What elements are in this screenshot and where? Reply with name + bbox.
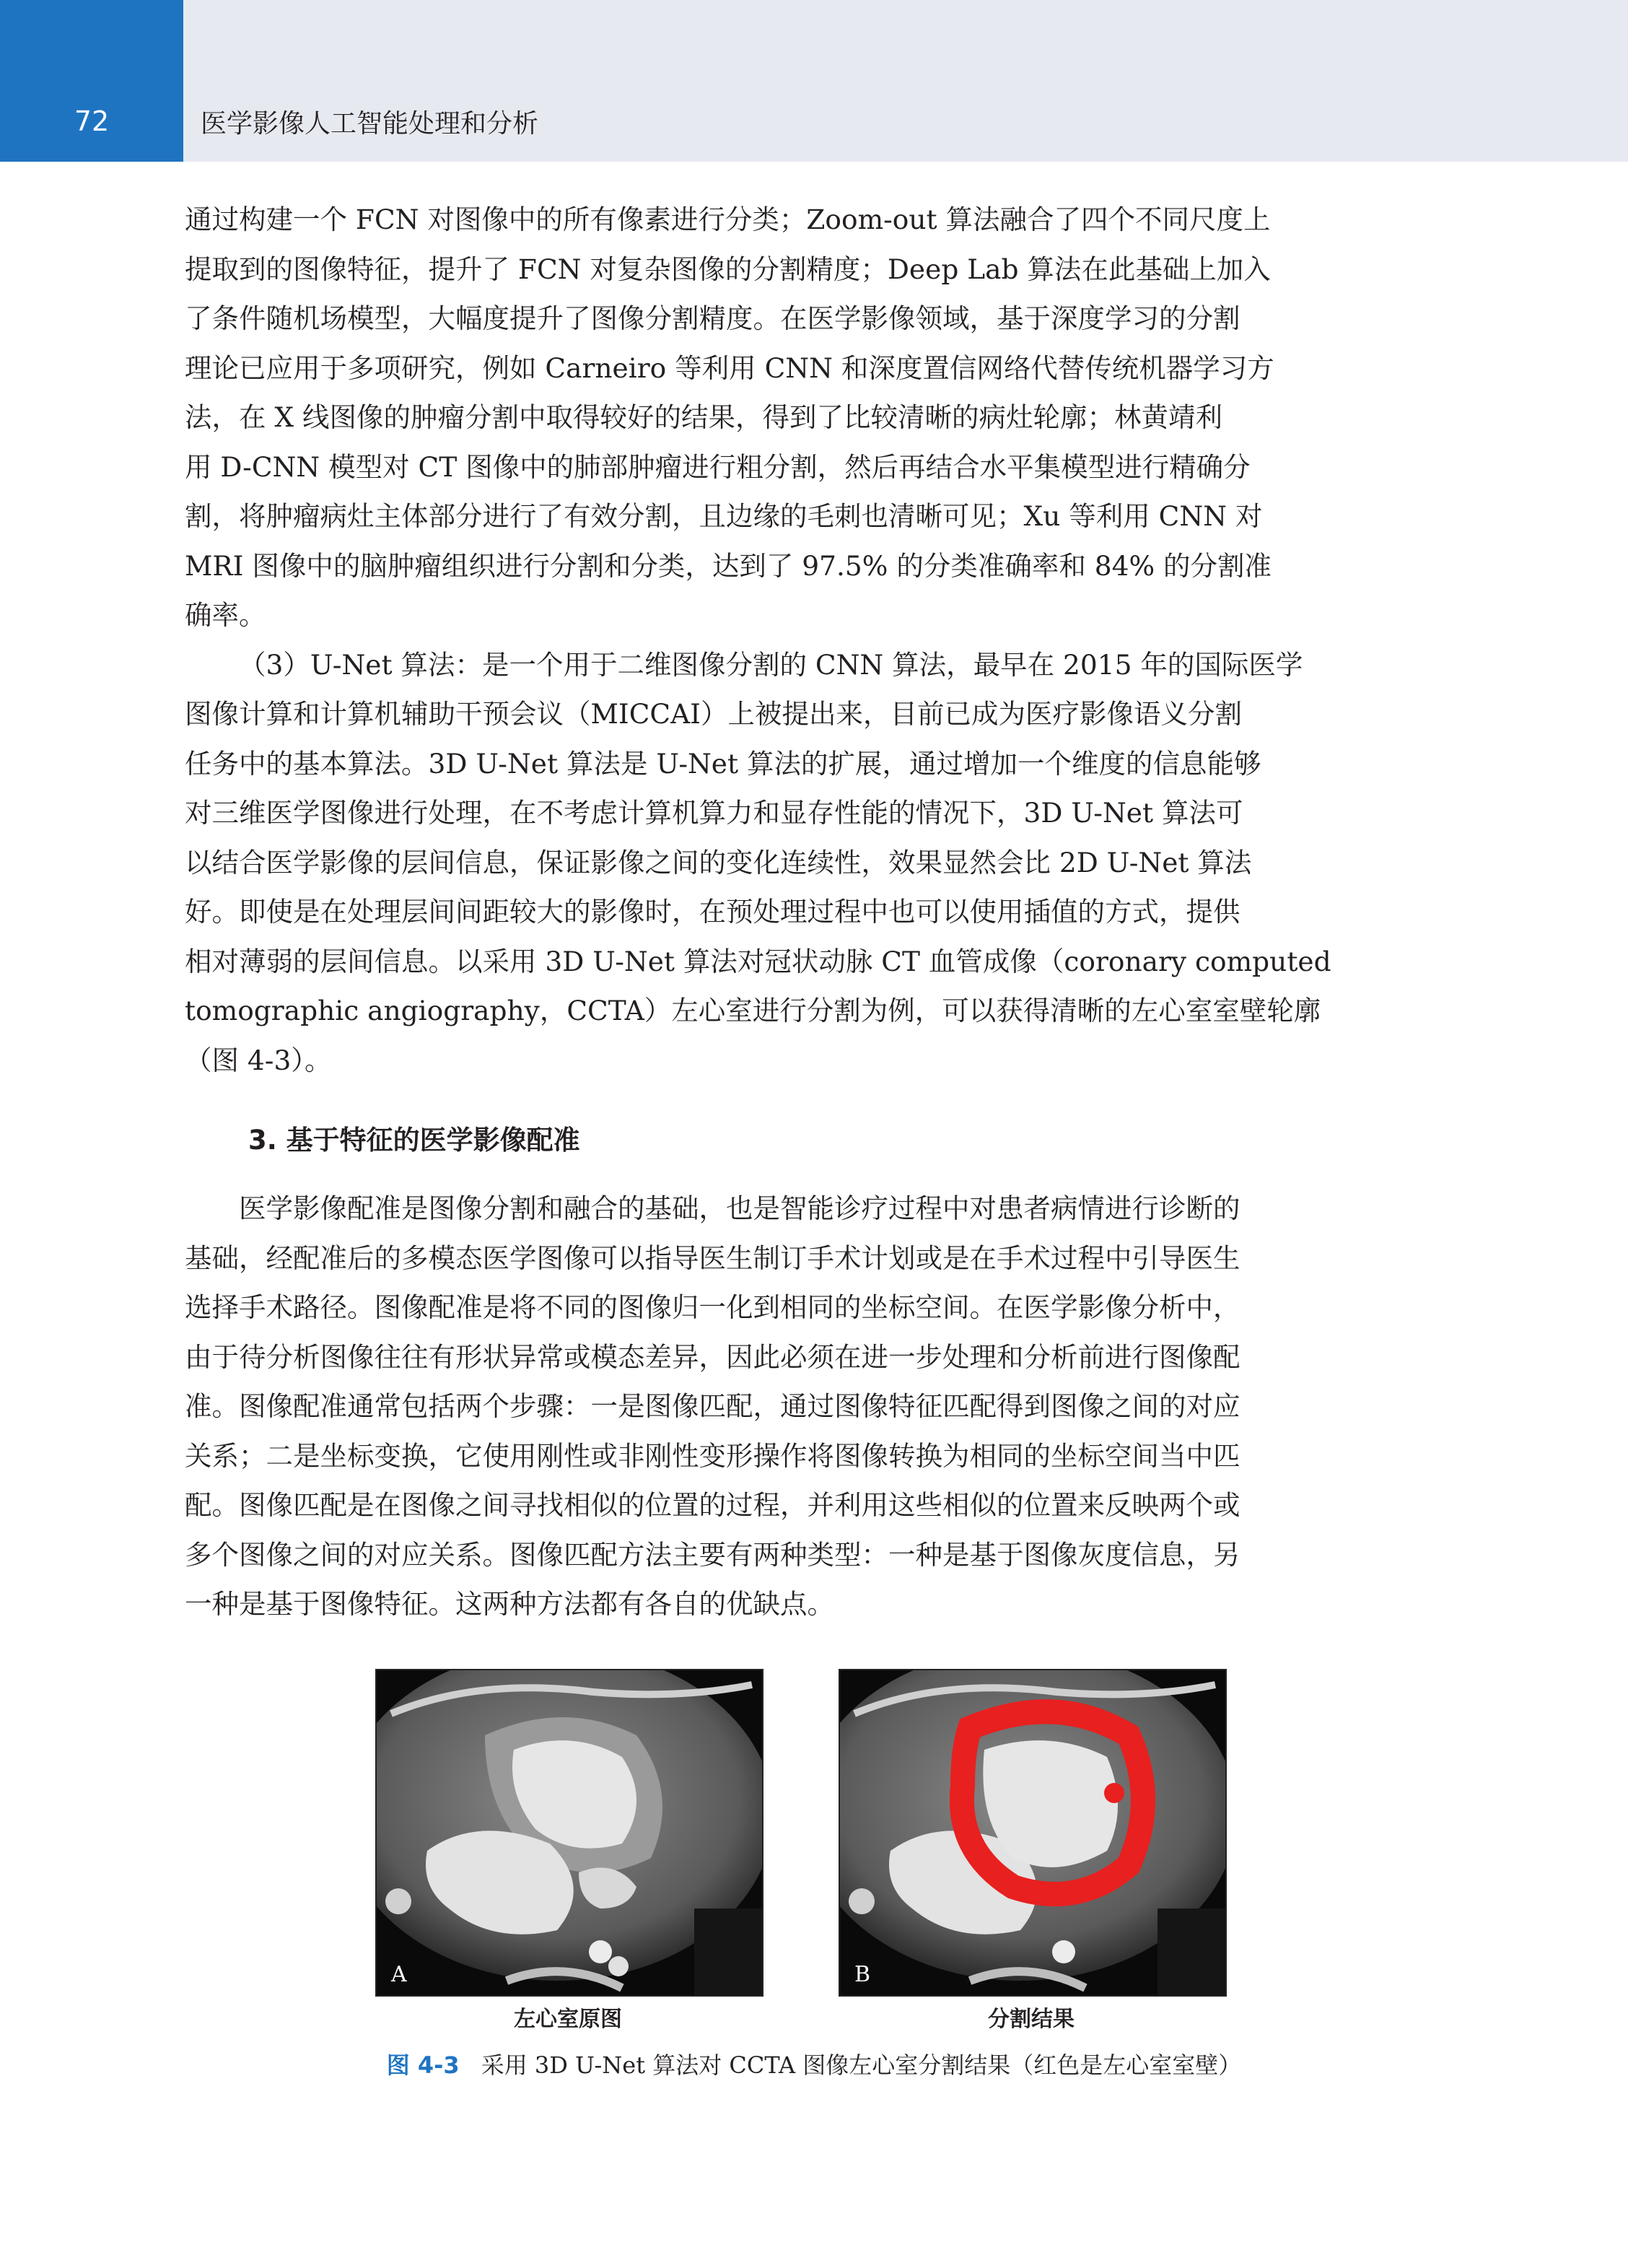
text-line: 多个图像之间的对应关系。图像匹配方法主要有两种类型：一种是基于图像灰度信息，另 [185,1538,1240,1571]
text-line: 对三维医学图像进行处理，在不考虑计算机算力和显存性能的情况下，3D U-Net 算法可 [185,797,1243,829]
panel-letter-b: B [854,1962,871,1987]
text-line: 一种是基于图像特征。这两种方法都有各自的优缺点。 [185,1588,834,1620]
running-title: 医学影像人工智能处理和分析 [201,109,539,139]
paragraph-2 [185,640,1416,1086]
text-line: 通过构建一个 FCN 对图像中的所有像素进行分类；Zoom-out 算法融合了四个不同尺度上 [185,204,1271,235]
text-line: 好。即使是在处理层间间距较大的影像时，在预处理过程中也可以使用插值的方式，提供 [185,896,1240,928]
text-line: 用 D-CNN 模型对 CT 图像中的肺部肿瘤进行粗分割，然后再结合水平集模型进行精确分 [185,450,1251,483]
figure-caption [0,2047,1628,2083]
figure-caption-text: 采用 3D U-Net 算法对 CCTA 图像左心室分割结果（红色是左心室室壁） [481,2051,1242,2079]
paragraph-1 [185,195,1416,640]
text-line: 配。图像匹配是在图像之间寻找相似的位置的过程，并利用这些相似的位置来反映两个或 [185,1489,1240,1521]
text-line: 割，将肿瘤病灶主体部分进行了有效分割，且边缘的毛刺也清晰可见；Xu 等利用 CNN 对 [185,500,1263,532]
text-line: 提取到的图像特征，提升了 FCN 对复杂图像的分割精度；Deep Lab 算法在此基础上加入 [185,253,1271,285]
text-line: 选择手术路径。图像配准是将不同的图像归一化到相同的坐标空间。在医学影像分析中， [185,1291,1240,1323]
paragraph-3 [185,1184,1416,1629]
text-line: 了条件随机场模型，大幅度提升了图像分割精度。在医学影像领域，基于深度学习的分割 [185,302,1240,334]
text-line: 确率。 [185,599,266,631]
text-line: 法，在 X 线图像的肿瘤分割中取得较好的结果，得到了比较清晰的病灶轮廓；林黄靖利 [185,401,1223,433]
body-text [185,195,1416,1085]
figure-panel-a-ct-image [375,1669,763,1997]
text-line: 医学影像配准是图像分割和融合的基础，也是智能诊疗过程中对患者病情进行诊断的 [239,1192,1240,1224]
text-line: 图像计算和计算机辅助干预会议（MICCAI）上被提出来，目前已成为医疗影像语义分割 [185,698,1242,730]
section-heading: 3. 基于特征的医学影像配准 [248,1125,580,1156]
text-line: 基础，经配准后的多模态医学图像可以指导医生制订手术计划或是在手术过程中引导医生 [185,1242,1240,1274]
text-line: 任务中的基本算法。3D U-Net 算法是 U-Net 算法的扩展，通过增加一个维度的信息能够 [185,747,1261,780]
figure-label: 图 4-3 [386,2051,460,2079]
text-line: （3）U-Net 算法：是一个用于二维图像分割的 CNN 算法，最早在 2015 年的国际医学 [239,648,1303,681]
text-line: 准。图像配准通常包括两个步骤：一是图像匹配，通过图像特征匹配得到图像之间的对应 [185,1390,1240,1422]
panel-b-caption: 分割结果 [988,2007,1075,2032]
text-line: tomographic angiography，CCTA）左心室进行分割为例，可以获得清晰的左心室室壁轮廓 [185,995,1321,1026]
text-line: 由于待分析图像往往有形状异常或模态差异，因此必须在进一步处理和分析前进行图像配 [185,1340,1240,1373]
text-line: （图 4-3）。 [185,1044,332,1076]
text-line: 理论已应用于多项研究，例如 Carneiro 等利用 CNN 和深度置信网络代替传统机器学习方 [185,352,1274,384]
page-number: 72 [74,105,110,137]
ct-scan-segmented [840,1670,1225,1995]
panel-a-caption: 左心室原图 [514,2007,622,2032]
ct-scan-original [377,1670,762,1995]
page-number-box [0,0,183,162]
text-line: 相对薄弱的层间信息。以采用 3D U-Net 算法对冠状动脉 CT 血管成像（coronary computed [185,945,1331,977]
text-line: 关系；二是坐标变换，它使用刚性或非刚性变形操作将图像转换为相同的坐标空间当中匹 [185,1439,1240,1472]
text-line: 以结合医学影像的层间信息，保证影像之间的变化连续性，效果显然会比 2D U-Net 算法 [185,846,1252,878]
panel-letter-a: A [391,1962,407,1987]
text-line: MRI 图像中的脑肿瘤组织进行分割和分类，达到了 97.5% 的分类准确率和 84% 的分割准 [185,549,1272,582]
figure-panel-b-segmentation-image [839,1669,1227,1997]
